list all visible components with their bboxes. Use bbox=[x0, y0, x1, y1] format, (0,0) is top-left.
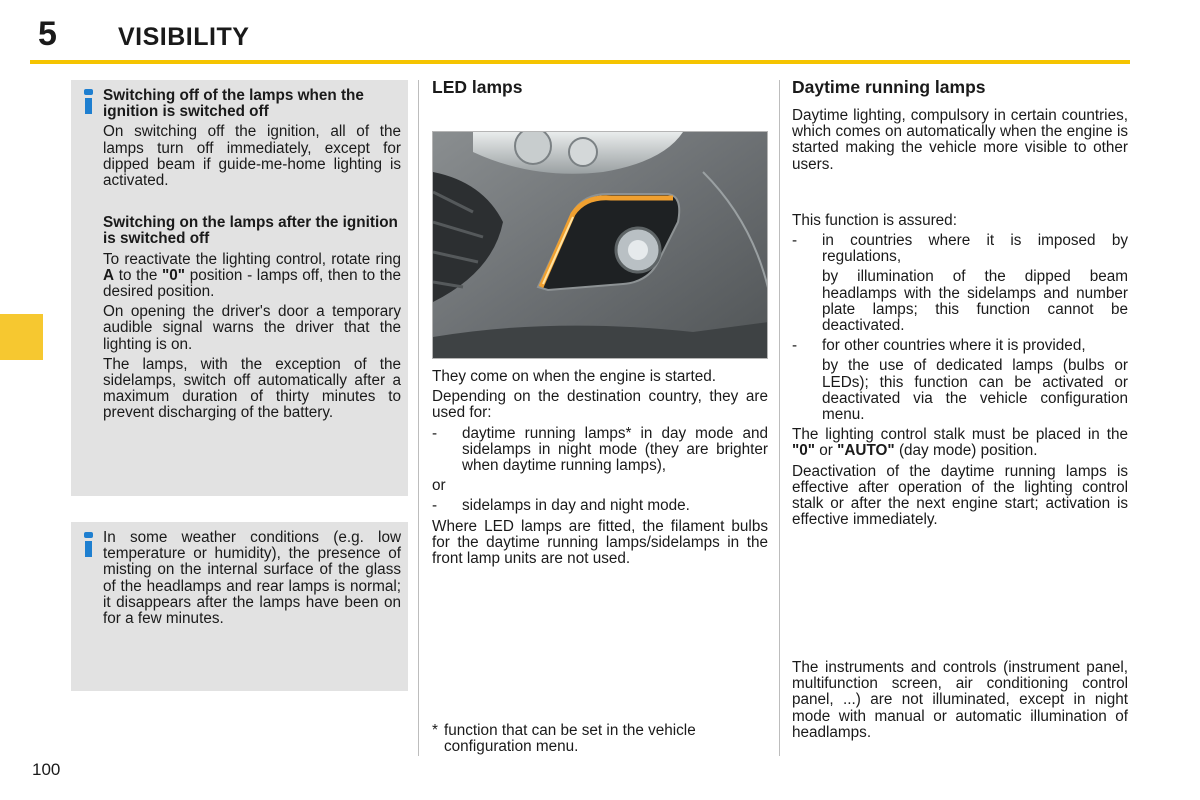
led-para-engine-start: They come on when the engine is started. bbox=[432, 368, 717, 385]
daytime-running-lamps-section bbox=[792, 76, 1128, 532]
info-heading-switch-on: Switching on the lamps after the ignition is switched off bbox=[103, 214, 398, 248]
info-box-misting bbox=[71, 522, 408, 691]
drl-para-intro: Daytime lighting, compulsory in certain countries, which comes on automatically when the engine is started making the vehicle more visible to other users. bbox=[792, 107, 1128, 173]
led-lamps-body bbox=[432, 369, 768, 571]
header-rule bbox=[30, 60, 1130, 64]
led-para-filament: Where LED lamps are fitted, the filament bulbs for the daytime running lamps/sidelamps in the front lamp units are not used. bbox=[432, 517, 768, 568]
chapter-number: 5 bbox=[38, 15, 57, 53]
info-heading-switch-off: Switching off of the lamps when the ignition is switched off bbox=[103, 87, 364, 121]
drl-item1-detail: by illumination of the dipped beam headlamps with the sidelamps and number plate lamps; this function cannot be deactivated. bbox=[822, 268, 1128, 335]
info-icon bbox=[83, 532, 93, 557]
chapter-title: VISIBILITY bbox=[118, 23, 250, 51]
list-item: - in countries where it is imposed by regulations, bbox=[792, 232, 1128, 266]
column-divider bbox=[418, 80, 419, 756]
info-para-misting: In some weather conditions (e.g. low temperature or humidity), the presence of misting on the internal surface of the glass of the headlamps and rear lamps is normal; it disappears after the lamps have been on for a few minutes. bbox=[103, 529, 401, 628]
led-lamps-title: LED lamps bbox=[432, 77, 523, 97]
info-box-lamps-switching bbox=[71, 80, 408, 496]
list-item: - for other countries where it is provided, bbox=[792, 337, 1086, 355]
info-para-switch-off: On switching off the ignition, all of the lamps turn off immediately, except for dipped beam if guide-me-home lighting is activated. bbox=[103, 123, 401, 190]
led-or: or bbox=[432, 477, 446, 495]
drl-instruments-note bbox=[792, 660, 1128, 745]
drl-para-instruments: The instruments and controls (instrument panel, multifunction screen, air conditioning control panel, ...) are not illuminated, except in night mode with manual or automatic illumination of headlamps. bbox=[792, 659, 1128, 741]
info-para-auto-off: The lamps, with the exception of the sidelamps, switch off automatically after a maximum duration of thirty minutes to prevent discharging of the battery. bbox=[103, 355, 401, 422]
chapter-side-tab bbox=[0, 314, 43, 360]
drl-title: Daytime running lamps bbox=[792, 77, 986, 97]
info-para-audible-signal: On opening the driver's door a temporary audible signal warns the driver that the lighting is on. bbox=[103, 303, 401, 353]
car-front-led-lamp-photo bbox=[432, 131, 768, 359]
drl-para-deactivation: Deactivation of the daytime running lamps is effective after operation of the lighting control stalk or after the next engine start; activation is effective immediately. bbox=[792, 462, 1128, 529]
column-divider bbox=[779, 80, 780, 756]
drl-para-assured: This function is assured: bbox=[792, 211, 957, 229]
led-para-destination: Depending on the destination country, they are used for: bbox=[432, 388, 768, 422]
led-lamps-section bbox=[432, 76, 768, 98]
list-item: - sidelamps in day and night mode. bbox=[432, 497, 690, 515]
led-footnote: * function that can be set in the vehicle configuration menu. bbox=[432, 722, 696, 756]
info-para-reactivate: To reactivate the lighting control, rotate ring A to the "0" position - lamps off, then to the desired position. bbox=[103, 250, 401, 301]
page-number: 100 bbox=[32, 760, 61, 779]
drl-para-stalk-position: The lighting control stalk must be placed in the "0" or "AUTO" (day mode) position. bbox=[792, 426, 1128, 460]
list-item: - daytime running lamps* in day mode and sidelamps in night mode (they are brighter when daytime running lamps), bbox=[432, 424, 768, 475]
info-icon bbox=[83, 89, 93, 114]
drl-item2-detail: by the use of dedicated lamps (bulbs or LEDs); this function can be activated or deactivated via the vehicle configuration menu. bbox=[822, 357, 1128, 424]
